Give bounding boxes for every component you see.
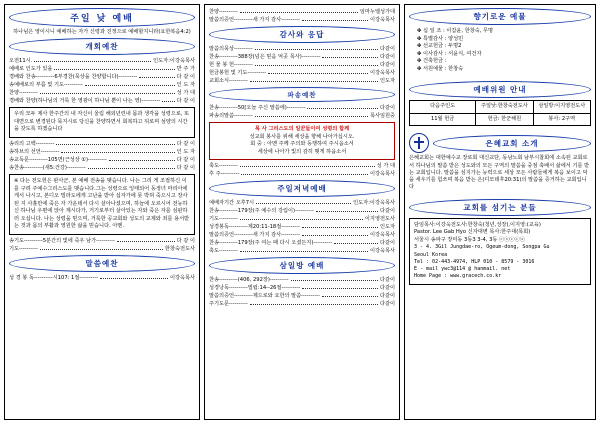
order-label: 경배와 찬송----------6부경찬(묵상을 찬양합니다)---------- [9,74,138,81]
order-person: 임마누엘성가대 [359,9,395,15]
spacer [409,128,591,131]
order-row [9,97,195,105]
order-person: 이지영전도사 [364,216,395,223]
order-person: 목사임원중 [369,113,395,120]
order-row [209,276,395,284]
dot-leader [34,57,151,62]
committee-row [410,101,590,114]
order-row [209,162,395,170]
order-list-top [209,8,395,24]
committee-cell-morning: 주일낮:한창숙전도사 [476,101,533,114]
order-label: 송교독문----------105면(근성상 ①)---------- [9,157,107,163]
committee-row [410,114,590,126]
dot-leader [307,104,377,109]
apostles-creed-box: ※ 다는 전도헌은 판사군, 본 예배 전송을 맺습니다. 나는 그리 게 조절하신 이를 구려 주예수그리스도를 맺습니다.그는 성령으로 잉태되어 동정녀 마리아에게서 나시고, 본디오 빌라도에게 고난을 받아 십자가에 못 박혀 죽으시고 장사 된 지 사흘만에 죽은 자 가운데서 다시 살아나셨으며, 하늘에 오르시어 전능하신 하나님 우편에 앉아 계시다가, 거기로부터 살아있는 자와 죽은 자를 심판하러 오십니다. 나는 성령을 믿으며, 거룩한 공교회와 성도의 교제와 죄를 용서받는 것과 몸의 부활과 영원한 삶을 믿습니다. 아멘. [9,174,195,235]
order-person: 반 주 가 [176,66,195,73]
committee-cell-label: 다음주인도 [410,101,476,114]
order-row [209,215,395,223]
order-row [209,112,395,120]
order-list-4 [9,274,195,282]
word-section-title: 말씀예찬 [9,255,195,272]
dot-leader [302,223,378,228]
spacer [409,76,591,79]
order-row [209,45,395,53]
responsive-reading-box [209,122,395,160]
committee-cell-wednesday: 삼일방:이지영전도사 [534,101,590,114]
order-person: 이강욱목사 [369,70,395,77]
order-row [9,274,195,282]
order-person: 다 같 이 [176,74,195,81]
order-label: 찬송----------179장(주 여는 때 다시 오셨든지)---------- [209,240,333,247]
offering-item: ✤ 서원예물 : 한창숙 [417,65,464,72]
staff-line: 서울시 송파구 장미동 3동3 3-4, 3동 ⓒⓢⓒⓒⓢ [414,236,525,243]
order-label: 예배자기간 오후7시 [209,200,255,207]
offering-item-label: 십 일 조 : 이갑윤, 한창숙, 무명 [423,28,494,34]
offering-item-label: 이사감사 : 서윤식, 여건자 [423,50,482,57]
order-label: 찬송----------(406, 292장)---------- [209,277,289,284]
wednesday-service-title: 삼일방 예배 [209,257,395,274]
order-label: 헌금봉헌 빛 기도---------- [209,70,267,77]
order-person: 다 같 이 [176,237,195,244]
staff-phone: Tel : 02-443-4974, HLP 010 - 8579 - 3016 [414,258,535,265]
order-person: 다같이 [379,62,395,69]
dot-leader [256,199,351,204]
order-person: 다같이 [379,285,395,292]
order-label: 찬송----------50[오늘 주신 말씀에)---------- [209,105,306,112]
order-person: 다같이 [379,240,395,247]
dot-leader [109,156,175,161]
intro-text: 은혜교회는 대한예수교 장로회 대신교단, 동남노회 남부시찰회에 소속된 교회로서 하나님의 말씀 받은 성도와의 모든 구역의 말씀을 중점 축배서 삶에서 기를 받는 교회입니다. 말씀을 심지가는 능력으로 세상 모든 사람들에게 복음 보이고 덕을 세우기를 힘쓰며 복음 받는 은(디모데후20:31)의 말씀을 증거하는 교회입니다 [409,155,590,191]
order-label: 송예배로의 부름 빛 기도---------- [9,82,83,89]
staff-line: Pastor. Lee Gab Hyo 신자대변 목사:한주대(목회) [414,229,531,236]
column-right [404,4,596,420]
order-label: 송리의 고백---------- [9,140,55,147]
spacer [409,194,591,197]
order-label: 경배와 찬양(하나님의 거룩 한 영광이 하나님 뿐이 나는 영)---------- [9,98,161,105]
committee-cell-offering: 헌금: 한군해원 [476,114,533,126]
order-list-thanksgiving [209,45,395,85]
order-label: 찬송----------388장(넘은 믿음 억곳 목사)---------- [209,54,321,61]
order-label: 주기도문---------- [209,301,248,308]
dot-leader [255,45,378,50]
order-person: 인도자:이강욱목사 [153,58,195,65]
order-label: 송하브의 선언---------- [9,148,60,155]
order-label: 송기도----------5분간의 빛에 죽우 남가---------- [9,237,115,244]
committee-title: 예배위원 안내 [409,81,591,98]
order-label: 성경봉독----------제20:11-18절---------- [209,224,300,231]
dot-leader [302,231,368,236]
offering-item-label: 특별감사 : 양성민 [423,35,464,42]
order-row [9,140,195,148]
intro-header [409,133,591,153]
dot-leader [255,61,378,66]
thanksgiving-section-title: 감사와 응답 [209,26,395,43]
order-label: 교회소식---------- [209,78,248,85]
column-middle [204,4,400,420]
dot-leader [162,97,174,102]
order-row [209,284,395,292]
dot-leader [322,53,377,58]
dot-leader [250,77,378,82]
order-row [9,57,195,65]
order-person: 다같이 [379,277,395,284]
order-row [9,73,195,81]
worship-verse: 하나님은 영이시니 예배하는 자가 신령과 진정으로 예배할지니라(요한복음4:2) [13,29,191,35]
column-left [4,4,200,420]
order-person: 다같이 [379,301,395,308]
dot-leader [240,247,368,252]
staff-title: 교회를 섬기는 분들 [409,199,591,216]
order-list-benediction [209,162,395,178]
order-person: 한창숙전도사 [164,245,195,252]
staff-homepage[interactable]: Home Page : www.gracech.co.kr [414,273,502,280]
dot-leader [54,65,174,70]
order-row [209,16,395,24]
sending-section-title: 파송예찬 [209,87,395,102]
dot-leader [302,284,378,289]
order-list-3 [9,237,195,253]
cross-icon [409,133,429,153]
dot-leader [88,164,175,169]
order-row [209,207,395,215]
order-row [9,156,195,164]
order-person: 인 도 자 [176,148,195,155]
dot-leader [100,274,168,279]
dot-leader [61,148,174,153]
committee-table [409,100,591,126]
responsive-reading-title: 목 사 그리스도의 일꾼들이여 성령의 합께 [254,126,350,133]
order-list-2 [9,140,195,172]
staff-email[interactable]: E - mail ywc3@114 @ hanmail. net [414,266,511,272]
order-row [209,53,395,61]
order-person: 인도자:이강욱목사 [353,200,395,207]
staff-line: 담임목사:이강욱전도사:한창숙(청년,성장),이지영:(교육) [414,221,541,228]
order-row [9,81,195,89]
offering-item: ✤ 이사감사 : 서윤식, 여건자 [417,50,482,57]
order-person: 다 같 이 [176,98,195,105]
dot-leader [316,207,378,212]
order-list-sending [209,104,395,120]
responsive-reading-line: 성교회 봉사를 위해 세상을 향해 나아가십시오. [249,133,355,140]
order-label: 성경낭독----------빌립:14--26절---------- [209,285,301,292]
order-person: 이강욱목사 [369,248,395,255]
order-row [209,69,395,77]
order-row [209,77,395,85]
order-label: 찬송----------179장(주 예수의 강림이)---------- [209,208,314,215]
offering-item: ✤ 선교헌금 : 두명2 [417,43,462,50]
dot-leader [250,300,378,305]
offering-item-label: 선교헌금 : 두명2 [423,43,462,50]
order-person: 다같이 [379,208,395,215]
order-list-1 [9,57,195,105]
dot-leader [291,276,378,281]
order-person: 이강욱목사 [369,171,395,178]
offering-item-label: 서원예물 : 한창숙 [423,65,464,72]
order-row [209,170,395,178]
offering-item-label: 건축헌금 : [423,58,447,65]
dot-leader [240,8,358,13]
dot-leader [40,89,175,94]
offering-title: 향기로운 예물 [409,8,591,25]
committee-cell-service: 봉사: 2구역 [548,115,576,122]
order-person: 성 가 대 [376,163,395,170]
staff-box [409,218,591,285]
dot-leader [268,69,368,74]
intro-title: 은혜교회 소개 [433,135,591,152]
order-label: 오전11시. [9,58,33,65]
order-person: 다 같 이 [176,157,195,163]
dot-leader [240,162,375,167]
responsive-reading-line: 회 중 : 아멘 주께 주의와 동행하여 주시옵소서 [250,141,354,148]
staff-address-city: Seoul Korea [414,251,448,258]
order-row [9,164,195,172]
order-label: 예배로 인도가 있을 [9,66,53,73]
order-row [209,239,395,247]
dot-leader [255,112,368,117]
sunday-evening-title: 주일저녁예배 [209,180,395,197]
order-person: 인 도 자 [176,82,195,89]
order-label: 축도---------- [209,248,238,255]
order-row [9,237,195,245]
dot-leader [85,81,175,86]
offering-item: ✤ 건축헌금 : [417,58,447,65]
order-row [209,199,395,207]
order-list-wednesday [209,276,395,308]
responsive-reading-line: 세상에 나아가 빛의 감히 맺게 하옵소서 [257,148,347,155]
order-label: 말씀의묵상---------- [209,46,253,53]
order-person: 성 가 대 [176,90,195,97]
order-row [9,245,195,253]
order-list-evening [209,199,395,255]
confession-box-1: 우리 모두 제사 한주간의 내 자신이 울림 해외년린내 몸과 생각을 성령으로, 또 대면으로 변경된다 묵지시로 당신을 찬양하면서 회복하고 뒤로찌 섬양의 시간을 갖도록 하겠습니다 [9,107,195,138]
order-label: 찬양---------- [209,9,238,15]
order-person: 이강욱목사 [369,232,395,239]
order-person: 인도자 [379,224,395,231]
order-person: 다 같 이 [176,165,195,172]
order-label: 파송의말씀---------- [209,113,253,120]
order-label: 기도---------- [9,245,38,252]
order-label: 말씀의증언----------새 가지 감사---------- [209,232,300,239]
dot-leader [241,170,368,175]
order-label: 헌 물 봉 헌---------- [209,62,253,69]
order-row [209,8,395,16]
offering-list [417,28,591,73]
order-row [209,223,395,231]
order-label: 말씀의증언----------새 가지 감사---------- [209,17,300,24]
order-person: 다같이 [379,105,395,112]
dot-leader [334,239,378,244]
staff-address-en: 3 - 4. 3Gil Jungdae-ro, Ogeum-dong, Songpa Gu [414,244,550,251]
dot-leader [302,16,368,21]
order-person: 다같이 [379,293,395,300]
order-person: 이강욱목사 [169,274,195,281]
order-person: 다같이 [379,46,395,53]
dot-leader [240,215,363,220]
order-row [209,231,395,239]
dot-leader [322,292,378,297]
order-row [209,292,395,300]
offering-item: ✤ 십 일 조 : 이갑윤, 한창숙, 무명 [417,28,494,34]
order-row [209,247,395,255]
committee-cell-label: 11월 헌금 [410,114,476,126]
order-row [209,104,395,112]
order-label: 성 경 봉 독----------시107: 1절---------- [9,274,99,281]
order-row [9,65,195,73]
dot-leader [117,237,175,242]
dot-leader [40,245,163,250]
order-label: 축도---------- [209,163,238,170]
worship-title: 주일 낮 예배 [9,8,195,27]
order-label: 찬양---------- [9,90,38,97]
order-person: 인도자 [379,78,395,85]
order-row [9,89,195,97]
order-row [209,61,395,69]
opening-section-title: 개회예찬 [9,38,195,55]
order-label: 기도---------- [209,216,238,223]
order-label: 송찬송----------(새5:건강)---------- [9,165,86,172]
order-row [9,148,195,156]
dot-leader [139,73,174,78]
order-person: 다 같 이 [176,140,195,147]
order-person: 다같이 [379,54,395,61]
order-person: 이강욱목사 [369,17,395,24]
dot-leader [56,140,174,145]
order-label: 말씀의증언----------제드로와 요한의 말씀---------- [209,293,320,300]
order-row [209,300,395,308]
offering-item: ✤ 특별감사 : 양성민 [417,35,464,42]
order-label: 후 주---------- [209,171,240,178]
